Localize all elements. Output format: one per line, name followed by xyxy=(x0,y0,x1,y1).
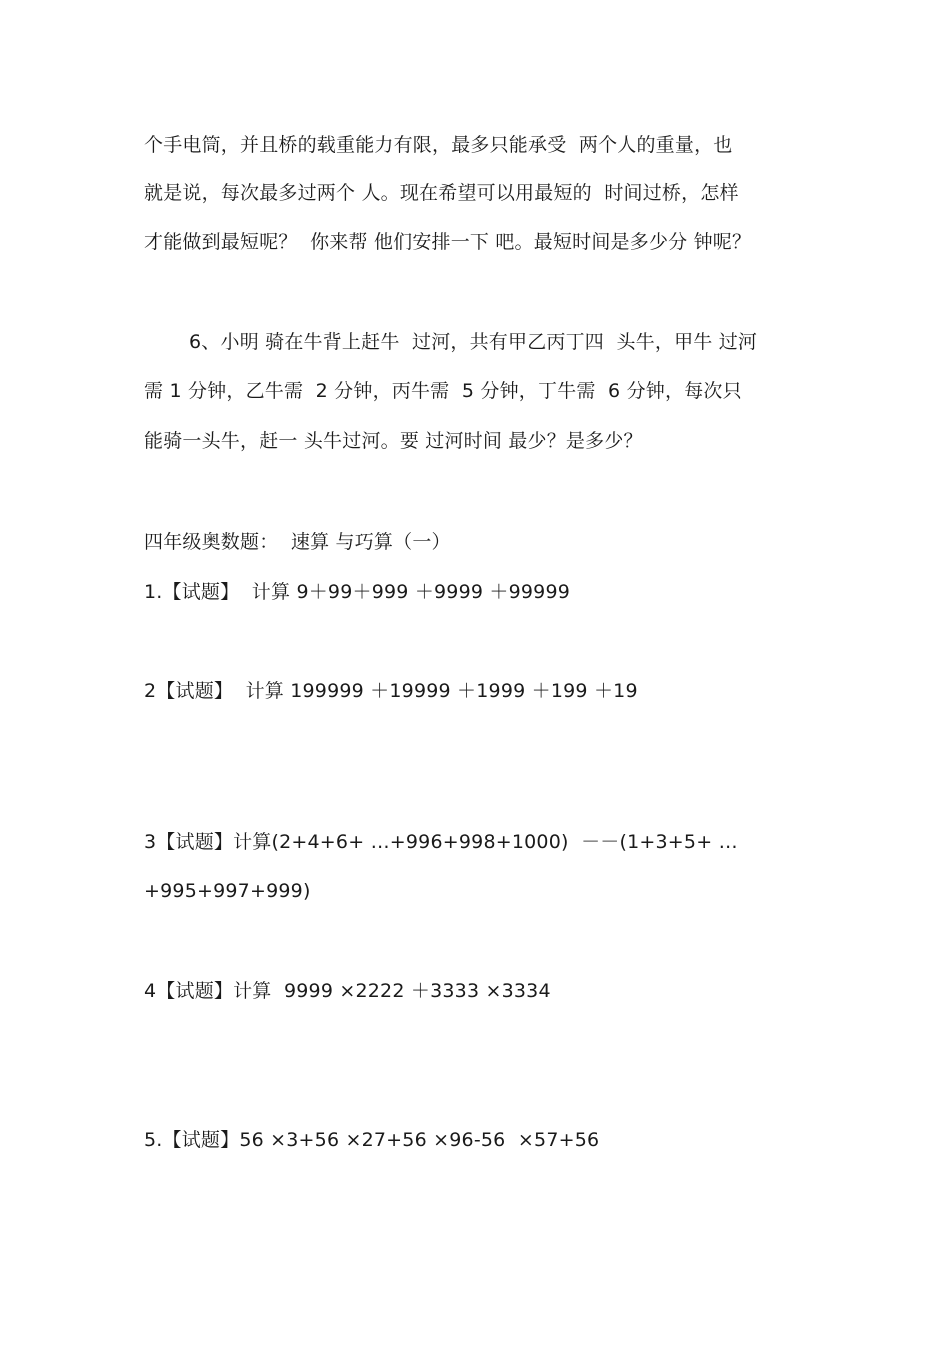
problem6-line-3: 能骑一头牛，赶一 头牛过河。要 过河时间 最少？是多少？ xyxy=(144,430,643,452)
exercise-5: 5.【试题】56 ×3+56 ×27+56 ×96-56 ×57+56 xyxy=(144,1129,600,1151)
problem5-line-3: 才能做到最短呢？ 你来帮 他们安排一下 吧。最短时间是多少分 钟呢？ xyxy=(144,231,752,253)
section-title: 四年级奥数题： 速算 与巧算（一） xyxy=(144,531,451,553)
exercise-3-line-1: 3【试题】计算(2+4+6+ …+996+998+1000) －－(1+3+5+ … xyxy=(144,831,738,853)
exercise-2: 2【试题】 计算 199999 ＋19999 ＋1999 ＋199 ＋19 xyxy=(144,680,638,702)
problem6-line-1: 6、小明 骑在牛背上赶牛 过河，共有甲乙丙丁四 头牛，甲牛 过河 xyxy=(189,331,758,353)
problem5-line-1: 个手电筒，并且桥的载重能力有限，最多只能承受 两个人的重量，也 xyxy=(144,134,733,156)
exercise-1: 1.【试题】 计算 9＋99＋999 ＋9999 ＋99999 xyxy=(144,581,571,603)
problem5-line-2: 就是说，每次最多过两个 人。现在希望可以用最短的 时间过桥，怎样 xyxy=(144,182,739,204)
exercise-4: 4【试题】计算 9999 ×2222 ＋3333 ×3334 xyxy=(144,980,551,1002)
exercise-3-line-2: +995+997+999) xyxy=(144,880,311,902)
problem6-line-2: 需 1 分钟，乙牛需 2 分钟，丙牛需 5 分钟，丁牛需 6 分钟，每次只 xyxy=(144,380,742,402)
